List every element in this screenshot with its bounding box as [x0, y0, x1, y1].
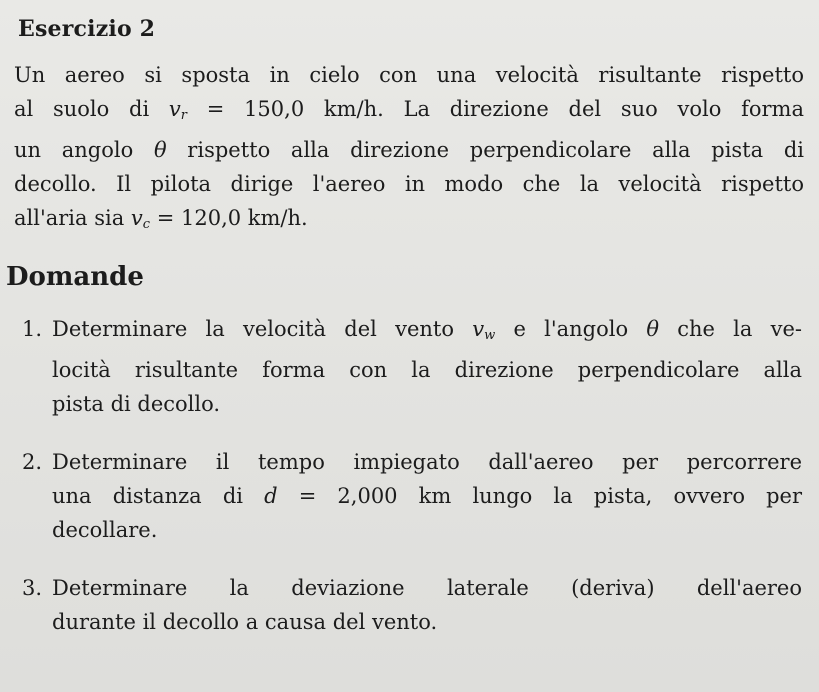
question-text: = 2,000 km lungo la pista, ovvero per	[277, 484, 802, 508]
questions-heading: Domande	[6, 262, 144, 292]
theta-symbol: θ	[646, 317, 659, 341]
question-line	[52, 479, 802, 513]
questions-list	[22, 312, 802, 663]
question-number: 1.	[22, 317, 43, 341]
variable-v-r	[169, 97, 187, 121]
statement-line-4: decollo. Il pilota dirige l'aereo in modo che la velocità rispetto	[14, 172, 804, 196]
question-item	[22, 312, 802, 421]
exercise-statement	[14, 58, 804, 242]
question-text: che la ve-	[658, 317, 802, 341]
variable-subscript: w	[484, 328, 496, 343]
question-text: Determinare la velocità del vento	[52, 317, 473, 341]
statement-text: all'aria sia	[14, 206, 131, 230]
statement-text: un angolo	[14, 138, 154, 162]
statement-line-5	[14, 201, 804, 242]
question-line: decollare.	[52, 518, 158, 542]
question-item	[22, 571, 802, 639]
question-number: 3.	[22, 576, 43, 600]
variable-v-w	[472, 317, 495, 341]
statement-text: al suolo di	[14, 97, 169, 121]
variable-symbol: v	[472, 317, 485, 341]
theta-symbol: θ	[153, 138, 167, 162]
question-line: Determinare il tempo impiegato dall'aereo per percorrere	[52, 450, 802, 474]
question-number: 2.	[22, 450, 43, 474]
question-text: e l'angolo	[495, 317, 647, 341]
exercise-title: Esercizio 2	[18, 16, 156, 42]
statement-text: = 150,0 km/h. La direzione del suo volo forma	[187, 97, 804, 121]
question-line: Determinare la deviazione laterale (deriva) dell'aereo	[52, 576, 802, 600]
statement-line-1: Un aereo si sposta in cielo con una velocità risultante rispetto	[14, 63, 804, 87]
question-line	[52, 312, 802, 353]
statement-line-3	[14, 133, 804, 167]
question-item	[22, 445, 802, 547]
question-text: una distanza di	[52, 484, 265, 508]
question-line: durante il decollo a causa del vento.	[52, 610, 438, 634]
question-line: locità risultante forma con la direzione perpendicolare alla	[52, 358, 802, 382]
statement-text: = 120,0 km/h.	[150, 206, 308, 230]
variable-symbol: v	[130, 206, 143, 230]
statement-text: rispetto alla direzione perpendicolare alla pista di	[166, 138, 805, 162]
variable-subscript: r	[180, 108, 187, 123]
question-line: pista di decollo.	[52, 392, 221, 416]
variable-symbol: v	[168, 97, 181, 121]
variable-subscript: c	[142, 217, 151, 232]
variable-v-c	[131, 206, 150, 230]
variable-d: d	[264, 484, 278, 508]
statement-line-2	[14, 92, 804, 133]
